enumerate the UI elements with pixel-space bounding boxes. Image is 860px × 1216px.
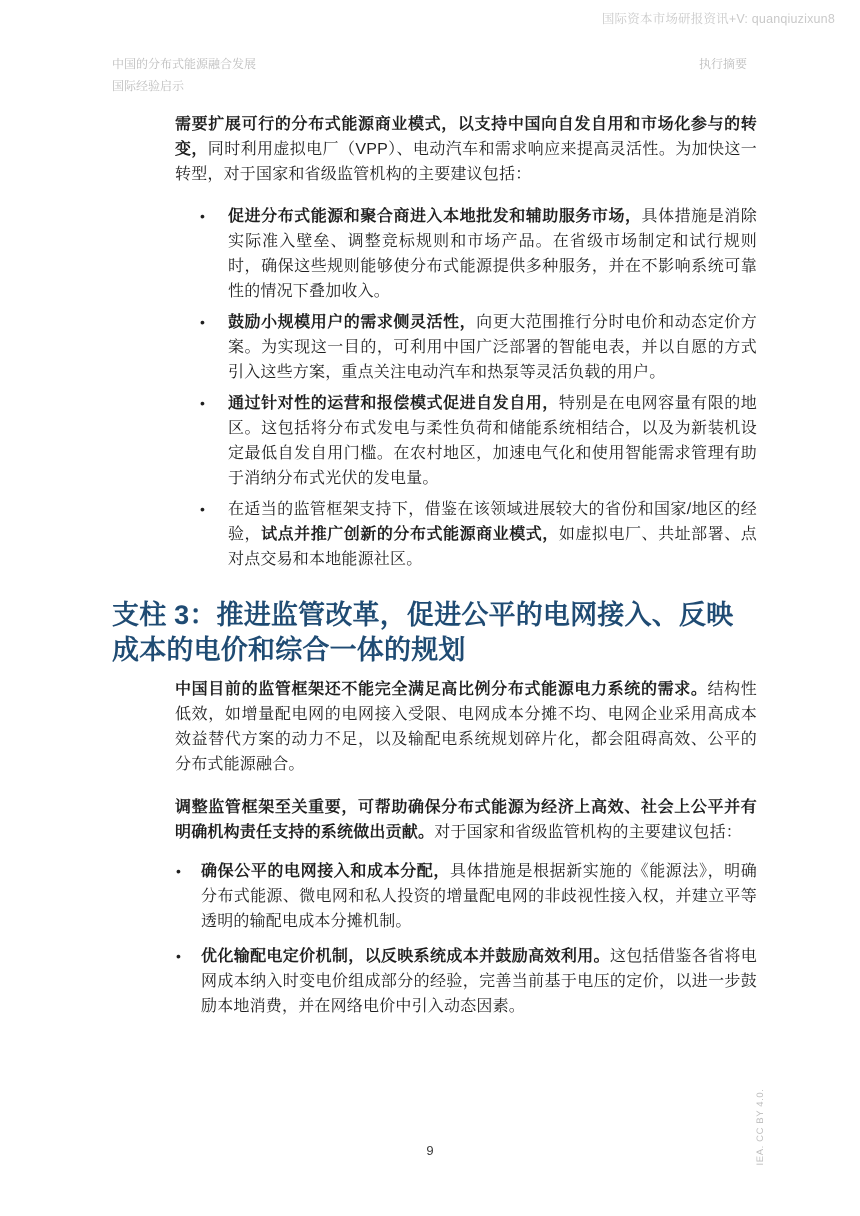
bullet-icon: • (200, 395, 206, 411)
list-item (175, 204, 757, 304)
list-item (175, 310, 757, 385)
recommendations-list-regulation (175, 859, 757, 1019)
list-item (175, 944, 757, 1019)
page-body (112, 112, 757, 1029)
header-doc-subtitle: 国际经验启示 (112, 79, 185, 93)
recommendations-list-business-models (175, 204, 757, 572)
bullet-icon: • (200, 501, 206, 517)
list-item-text: 鼓励小规模用户的需求侧灵活性，向更大范围推行分时电价和动态定价方案。为实现这一目的，可利用中国广泛部署的智能电表，并以自愿的方式引入这些方案，重点关注电动汽车和热泵等灵活负载的用户。 (228, 314, 757, 381)
header-doc-title: 中国的分布式能源融合发展 (112, 57, 257, 71)
section-heading-pillar-3: 支柱 3：推进监管改革，促进公平的电网接入、反映成本的电价和综合一体的规划 (112, 600, 734, 665)
pillar-paragraph-2-lead: 调整监管框架至关重要，可帮助确保分布式能源为经济上高效、社会上公平并有明确机构责任支持的系统做出贡献。 (175, 799, 757, 841)
page-number: 9 (426, 1143, 434, 1158)
pillar-paragraph-2: 调整监管框架至关重要，可帮助确保分布式能源为经济上高效、社会上公平并有明确机构责任支持的系统做出贡献。对于国家和省级监管机构的主要建议包括： (175, 799, 757, 841)
list-item (175, 497, 757, 572)
list-item-text: 通过针对性的运营和报偿模式促进自发自用，特别是在电网容量有限的地区。这包括将分布式发电与柔性负荷和储能系统相结合，以及为新装机设定最低自发自用门槛。在农村地区，加速电气化和使用智能需求管理有助于消纳分布式光伏的发电量。 (228, 395, 757, 487)
running-header (112, 53, 747, 97)
bullet-icon: • (176, 863, 182, 879)
list-item-text: 在适当的监管框架支持下，借鉴在该领域进展较大的省份和国家/地区的经验，试点并推广创新的分布式能源商业模式，如虚拟电厂、共址部署、点对点交易和本地能源社区。 (228, 501, 757, 568)
intro-lead-bold: 需要扩展可行的分布式能源商业模式，以支持中国向自发自用和市场化参与的转变， (175, 116, 757, 158)
intro-rest: 同时利用虚拟电厂（VPP）、电动汽车和需求响应来提高灵活性。为加快这一转型，对于国家和省级监管机构的主要建议包括： (175, 141, 757, 183)
watermark-text: 国际资本市场研报资讯+V: quanqiuzixun8 (601, 12, 835, 26)
header-left (112, 53, 256, 97)
bullet-icon: • (176, 948, 182, 964)
list-item (175, 859, 757, 934)
list-item (175, 391, 757, 491)
header-section-label: 执行摘要 (698, 57, 747, 71)
bullet-icon: • (200, 314, 206, 330)
bullet-icon: • (200, 208, 206, 224)
list-item-text: 促进分布式能源和聚合商进入本地批发和辅助服务市场，具体措施是消除实际准入壁垒、调整竞标规则和市场产品。在省级市场制定和试行规则时，确保这些规则能够使分布式能源提供多种服务，并在不影响系统可靠性的情况下叠加收入。 (228, 208, 757, 300)
pillar-paragraph-1-lead: 中国目前的监管框架还不能完全满足高比例分布式能源电力系统的需求。 (175, 681, 708, 698)
license-note: IEA. CC BY 4.0. (755, 1088, 766, 1166)
intro-paragraph (175, 112, 757, 187)
pillar-paragraph-1: 中国目前的监管框架还不能完全满足高比例分布式能源电力系统的需求。结构性低效，如增量配电网的电网接入受限、电网成本分摊不均、电网企业采用高成本效益替代方案的动力不足，以及输配电系统规划碎片化，都会阻碍高效、公平的分布式能源融合。 (175, 681, 757, 773)
list-item-text: 优化输配电定价机制，以反映系统成本并鼓励高效利用。这包括借鉴各省将电网成本纳入时变电价组成部分的经验，完善当前基于电压的定价，以进一步鼓励本地消费，并在网络电价中引入动态因素。 (201, 948, 757, 1015)
list-item-text: 确保公平的电网接入和成本分配，具体措施是根据新实施的《能源法》，明确分布式能源、微电网和私人投资的增量配电网的非歧视性接入权，并建立平等透明的输配电成本分摊机制。 (201, 863, 757, 930)
